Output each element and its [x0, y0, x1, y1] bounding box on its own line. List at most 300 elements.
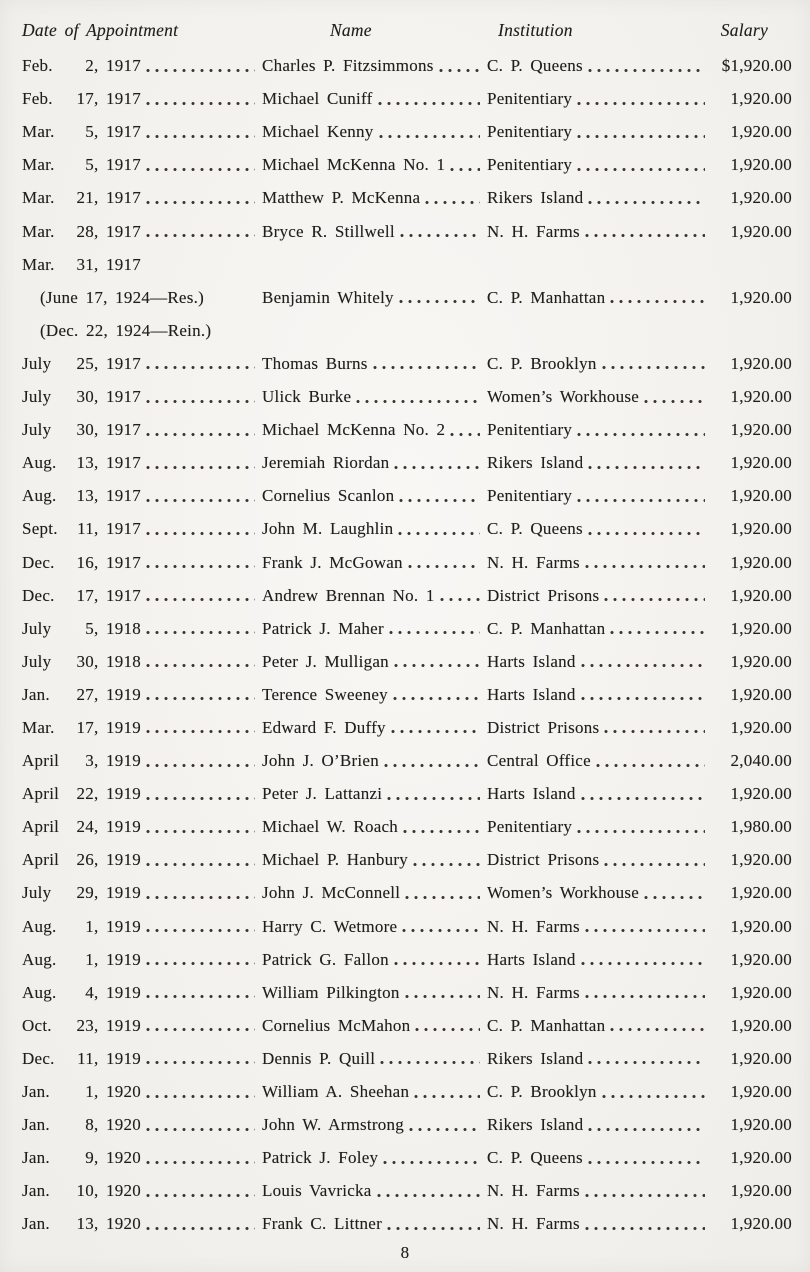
officer-name: Thomas Burns [262, 353, 368, 373]
dot-leader [383, 1160, 480, 1165]
dot-leader [146, 994, 255, 999]
officer-name-cell [262, 553, 487, 573]
officer-name-cell [262, 420, 487, 440]
officer-name: Michael McKenna No. 2 [262, 420, 446, 440]
appointment-date-cell [22, 1148, 262, 1168]
officer-name-cell [262, 155, 487, 175]
officer-name-cell [262, 685, 487, 705]
dot-leader [146, 101, 255, 106]
appointment-month: Jan. [22, 1115, 50, 1135]
salary-value: 1,920.00 [730, 982, 792, 1002]
institution-cell [487, 1148, 712, 1168]
dot-leader [588, 1060, 705, 1065]
table-row [22, 804, 792, 837]
appointment-month: July [22, 387, 52, 407]
appointment-day: 29 [76, 883, 94, 903]
officer-name: Peter J. Lattanzi [262, 784, 383, 804]
dot-leader [146, 1060, 255, 1065]
appointment-date-cell [22, 188, 262, 208]
appointment-day: 11 [77, 1048, 94, 1068]
institution-cell [487, 586, 712, 606]
dot-leader [415, 1027, 480, 1032]
officer-name-cell [262, 751, 487, 771]
dot-leader [588, 1127, 705, 1132]
institution-cell [487, 122, 712, 142]
institution-name: N. H. Farms [487, 221, 580, 241]
institution-name: Penitentiary [487, 817, 573, 837]
institution-cell [487, 222, 712, 242]
institution-name: Penitentiary [487, 89, 573, 109]
dot-leader [394, 663, 480, 668]
officer-name: Patrick J. Maher [262, 618, 384, 638]
institution-cell [487, 718, 712, 738]
appointment-month: Jan. [22, 684, 50, 704]
table-row [22, 1201, 792, 1234]
dot-leader [610, 1027, 705, 1032]
salary-value: 1,920.00 [730, 717, 792, 737]
appointment-date-cell [22, 553, 262, 573]
officer-name-cell [262, 188, 487, 208]
appointment-date-cell [22, 288, 262, 308]
salary-value: 1,920.00 [730, 1115, 792, 1135]
dot-leader [146, 1226, 255, 1231]
dot-leader [588, 1160, 705, 1165]
institution-name: N. H. Farms [487, 916, 580, 936]
dot-leader [425, 200, 480, 205]
appointment-year: , 1920 [94, 1181, 141, 1201]
appointment-month: April [22, 784, 60, 804]
salary-value: 1,920.00 [730, 949, 792, 969]
appointment-year: , 1920 [94, 1115, 141, 1135]
officer-name-cell [262, 1049, 487, 1069]
table-row [22, 506, 792, 539]
dot-leader [146, 696, 255, 701]
salary-value: 1,920.00 [730, 585, 792, 605]
appointment-month: Mar. [22, 254, 55, 274]
table-row [22, 1102, 792, 1135]
table-row [22, 242, 792, 275]
officer-name-cell [262, 1016, 487, 1036]
appointment-month: Aug. [22, 916, 57, 936]
salary-value: 1,920.00 [730, 1181, 792, 1201]
table-row [22, 837, 792, 870]
dot-leader [405, 895, 480, 900]
appointment-day: 16 [76, 552, 94, 572]
officer-name: Frank J. McGowan [262, 552, 403, 572]
dot-leader [585, 928, 705, 933]
dot-leader [588, 68, 705, 73]
dot-leader [146, 729, 255, 734]
officer-name-cell [262, 486, 487, 506]
appointment-day: 11 [77, 519, 94, 539]
table-row [22, 937, 792, 970]
salary-value: 1,920.00 [730, 155, 792, 175]
appointment-day: 23 [76, 1015, 94, 1035]
appointment-date-cell [22, 453, 262, 473]
institution-name: Rikers Island [487, 188, 584, 208]
appointment-day: 9 [85, 1148, 94, 1168]
appointment-date-cell [22, 222, 262, 242]
appointment-day: 13 [76, 1214, 94, 1234]
officer-name: Edward F. Duffy [262, 717, 386, 737]
dot-leader [146, 597, 255, 602]
appointment-year: , 1917 [94, 387, 141, 407]
institution-cell [487, 1082, 712, 1102]
institution-cell [487, 1214, 712, 1234]
table-row [22, 1069, 792, 1102]
salary-value: 1,920.00 [730, 916, 792, 936]
institution-name: C. P. Queens [487, 519, 583, 539]
appointment-date-cell [22, 56, 262, 76]
appointment-day: 27 [76, 684, 94, 704]
dot-leader [577, 498, 705, 503]
dot-leader [393, 696, 480, 701]
dot-leader [379, 134, 480, 139]
appointment-day: 1 [85, 949, 94, 969]
officer-name-cell [262, 1214, 487, 1234]
officer-name: Michael McKenna No. 1 [262, 155, 446, 175]
institution-cell [487, 685, 712, 705]
dot-leader [146, 399, 255, 404]
salary-value: 1,920.00 [730, 453, 792, 473]
dot-leader [585, 994, 705, 999]
institution-name: Rikers Island [487, 1048, 584, 1068]
table-row [22, 374, 792, 407]
officer-name-cell [262, 784, 487, 804]
institution-name: C. P. Manhattan [487, 1015, 606, 1035]
dot-leader [146, 829, 255, 834]
appointment-month: April [22, 817, 60, 837]
officer-name-cell [262, 519, 487, 539]
appointment-month: April [22, 751, 60, 771]
appointment-day: 2 [85, 56, 94, 76]
officer-name-cell [262, 619, 487, 639]
dot-leader [398, 531, 480, 536]
appointment-year: , 1917 [94, 188, 141, 208]
appointment-month: Dec. [22, 552, 55, 572]
officer-name-cell [262, 850, 487, 870]
appointment-month: July [22, 618, 52, 638]
salary-value: 1,920.00 [730, 519, 792, 539]
salary-value: 1,920.00 [730, 188, 792, 208]
dot-leader [403, 829, 480, 834]
appointment-month: Dec. [22, 585, 55, 605]
column-header-institution: Institution [498, 20, 573, 40]
dot-leader [604, 862, 705, 867]
appointment-year: , 1917 [94, 254, 141, 274]
institution-name: Harts Island [487, 784, 576, 804]
dot-leader [402, 928, 480, 933]
table-row [22, 606, 792, 639]
dot-leader [146, 233, 255, 238]
appointment-table-body [22, 43, 792, 1234]
dot-leader [588, 200, 705, 205]
dot-leader [577, 101, 705, 106]
institution-cell [487, 619, 712, 639]
officer-name-cell [262, 453, 487, 473]
dot-leader [146, 68, 255, 73]
officer-name-cell [262, 89, 487, 109]
appointment-month: Mar. [22, 122, 55, 142]
appointment-day: 13 [76, 486, 94, 506]
institution-cell [487, 883, 712, 903]
appointment-year: , 1917 [94, 89, 141, 109]
dot-leader [146, 365, 255, 370]
officer-name-cell [262, 1082, 487, 1102]
table-row [22, 1036, 792, 1069]
dot-leader [146, 961, 255, 966]
officer-name: John W. Armstrong [262, 1115, 405, 1135]
page-number: 8 [400, 1243, 410, 1262]
institution-cell [487, 288, 712, 308]
dot-leader [610, 299, 705, 304]
institution-cell [487, 420, 712, 440]
dot-leader [581, 796, 705, 801]
dot-leader [581, 663, 705, 668]
officer-name: Dennis P. Quill [262, 1048, 376, 1068]
officer-name: John J. O’Brien [262, 751, 379, 771]
appointment-year: , 1919 [94, 883, 141, 903]
officer-name: Michael W. Roach [262, 817, 399, 837]
appointment-day: 8 [85, 1115, 94, 1135]
appointment-year: , 1917 [94, 486, 141, 506]
institution-name: N. H. Farms [487, 1181, 580, 1201]
officer-name: Patrick G. Fallon [262, 949, 389, 969]
appointment-month: July [22, 883, 52, 903]
dot-leader [146, 928, 255, 933]
dot-leader [391, 729, 480, 734]
appointment-date-cell [22, 850, 262, 870]
dot-leader [394, 961, 480, 966]
dot-leader [577, 432, 705, 437]
appointment-day: 30 [76, 420, 94, 440]
appointment-day: 1 [85, 1082, 94, 1101]
institution-name: Central Office [487, 751, 591, 771]
dot-leader [146, 1027, 255, 1032]
institution-cell [487, 155, 712, 175]
appointment-year: , 1917 [94, 221, 141, 241]
officer-name: Andrew Brennan No. 1 [262, 585, 435, 605]
officer-name-cell [262, 983, 487, 1003]
appointment-date-cell [22, 89, 262, 109]
salary-value: 1,980.00 [730, 817, 792, 837]
appointment-day: 5 [85, 155, 94, 175]
institution-cell [487, 486, 712, 506]
officer-name: Cornelius McMahon [262, 1015, 411, 1035]
table-row [22, 771, 792, 804]
appointment-day: 30 [76, 651, 94, 671]
appointment-month: July [22, 420, 52, 440]
officer-name: John M. Laughlin [262, 519, 394, 539]
table-row [22, 76, 792, 109]
appointment-year: , 1919 [94, 949, 141, 969]
dot-leader [585, 1226, 705, 1231]
dot-leader [146, 465, 255, 470]
salary-value: 1,920.00 [730, 221, 792, 241]
appointment-day: 5 [85, 122, 94, 142]
officer-name-cell [262, 917, 487, 937]
appointment-month: Jan. [22, 1214, 50, 1234]
table-row [22, 705, 792, 738]
institution-name: C. P. Manhattan [487, 287, 606, 307]
salary-value: 1,920.00 [730, 420, 792, 440]
institution-cell [487, 817, 712, 837]
dot-leader [604, 597, 705, 602]
salary-value: 1,920.00 [730, 1082, 792, 1101]
appointment-day: 17 [76, 717, 94, 737]
officer-name: Frank C. Littner [262, 1214, 383, 1234]
appointment-day: 25 [76, 353, 94, 373]
dot-leader [146, 895, 255, 900]
institution-cell [487, 553, 712, 573]
appointment-date-cell [22, 751, 262, 771]
appointment-month: Feb. [22, 89, 53, 109]
officer-name: Michael P. Hanbury [262, 850, 409, 870]
institution-name: Penitentiary [487, 155, 573, 175]
appointment-year: , 1917 [94, 56, 141, 76]
table-row [22, 639, 792, 672]
appointment-year: , 1918 [94, 651, 141, 671]
dot-leader [450, 432, 480, 437]
institution-cell [487, 751, 712, 771]
table-row [22, 1168, 792, 1201]
appointment-year: , 1919 [94, 717, 141, 737]
dot-leader [409, 1127, 480, 1132]
dot-leader [356, 399, 480, 404]
dot-leader [146, 531, 255, 536]
institution-name: N. H. Farms [487, 982, 580, 1002]
salary-value: 1,920.00 [730, 1214, 792, 1234]
appointment-month: July [22, 353, 52, 373]
appointment-year: , 1917 [94, 585, 141, 605]
dot-leader [596, 763, 705, 768]
dot-leader [146, 663, 255, 668]
appointment-month: Sept. [22, 519, 58, 539]
appointment-day: 31 [76, 254, 94, 274]
salary-value: 1,920.00 [730, 287, 792, 307]
dot-leader [146, 564, 255, 569]
appointment-month: Mar. [22, 717, 55, 737]
officer-name: Michael Cuniff [262, 89, 373, 109]
appointment-day: 1 [85, 916, 94, 936]
officer-name: William A. Sheehan [262, 1082, 410, 1101]
appointment-date-cell [22, 817, 262, 837]
appointment-day: 30 [76, 387, 94, 407]
salary-value: 1,920.00 [730, 1048, 792, 1068]
dot-leader [585, 1193, 705, 1198]
appointment-date-cell [22, 685, 262, 705]
appointment-day: 4 [85, 982, 94, 1002]
dot-leader [384, 763, 480, 768]
dot-leader [146, 1160, 255, 1165]
officer-name: Terence Sweeney [262, 684, 388, 704]
institution-cell [487, 453, 712, 473]
appointment-date-cell [22, 983, 262, 1003]
salary-value: 1,920.00 [730, 850, 792, 870]
appointment-date-cell [22, 1115, 262, 1135]
dot-leader [450, 167, 480, 172]
institution-cell [487, 950, 712, 970]
table-row [22, 175, 792, 208]
officer-name: Cornelius Scanlon [262, 486, 395, 506]
dot-leader [146, 796, 255, 801]
dot-leader [146, 134, 255, 139]
appointment-year: , 1919 [94, 916, 141, 936]
officer-name: Harry C. Wetmore [262, 916, 398, 936]
appointment-month: Feb. [22, 56, 53, 76]
dot-leader [387, 1226, 480, 1231]
appointment-date-cell [22, 354, 262, 374]
appointment-note: (Dec. 22, 1924—Rein.) [40, 320, 212, 340]
table-row [22, 1003, 792, 1036]
dot-leader [413, 862, 480, 867]
officer-name: Charles P. Fitzsimmons [262, 56, 434, 76]
institution-name: C. P. Brooklyn [487, 353, 597, 373]
institution-cell [487, 1049, 712, 1069]
institution-name: Rikers Island [487, 1115, 584, 1135]
appointment-date-cell [22, 883, 262, 903]
dot-leader [389, 630, 480, 635]
appointment-year: , 1917 [94, 420, 141, 440]
salary-value: 1,920.00 [730, 618, 792, 638]
institution-name: Penitentiary [487, 486, 573, 506]
appointment-year: , 1917 [94, 353, 141, 373]
dot-leader [577, 134, 705, 139]
institution-name: C. P. Brooklyn [487, 1082, 597, 1101]
salary-value: $1,920.00 [721, 56, 792, 76]
institution-name: N. H. Farms [487, 1214, 580, 1234]
dot-leader [408, 564, 480, 569]
appointment-date-cell [22, 586, 262, 606]
dot-leader [399, 299, 480, 304]
appointment-day: 17 [76, 89, 94, 109]
appointment-date-cell [22, 155, 262, 175]
dot-leader [378, 101, 480, 106]
institution-cell [487, 850, 712, 870]
dot-leader [387, 796, 480, 801]
appointment-year: , 1919 [94, 751, 141, 771]
appointment-date-cell [22, 917, 262, 937]
dot-leader [400, 233, 480, 238]
institution-name: C. P. Manhattan [487, 618, 606, 638]
dot-leader [439, 68, 480, 73]
appointment-day: 26 [76, 850, 94, 870]
institution-name: District Prisons [487, 717, 600, 737]
appointment-month: Dec. [22, 1048, 55, 1068]
appointment-month: Aug. [22, 453, 57, 473]
appointment-month: April [22, 850, 60, 870]
salary-value: 1,920.00 [730, 486, 792, 506]
dot-leader [380, 1060, 480, 1065]
dot-leader [440, 597, 480, 602]
appointment-year: , 1920 [94, 1148, 141, 1168]
salary-value: 1,920.00 [730, 1015, 792, 1035]
table-row [22, 970, 792, 1003]
officer-name-cell [262, 1148, 487, 1168]
appointment-month: Mar. [22, 221, 55, 241]
appointment-date-cell [22, 1181, 262, 1201]
dot-leader [146, 630, 255, 635]
appointment-date-cell [22, 387, 262, 407]
salary-value: 1,920.00 [730, 684, 792, 704]
institution-cell [487, 56, 712, 76]
institution-name: C. P. Queens [487, 56, 583, 76]
officer-name: John J. McConnell [262, 883, 401, 903]
institution-name: C. P. Queens [487, 1148, 583, 1168]
appointment-day: 24 [76, 817, 94, 837]
column-header-salary: Salary [720, 20, 768, 40]
appointment-month: Mar. [22, 155, 55, 175]
